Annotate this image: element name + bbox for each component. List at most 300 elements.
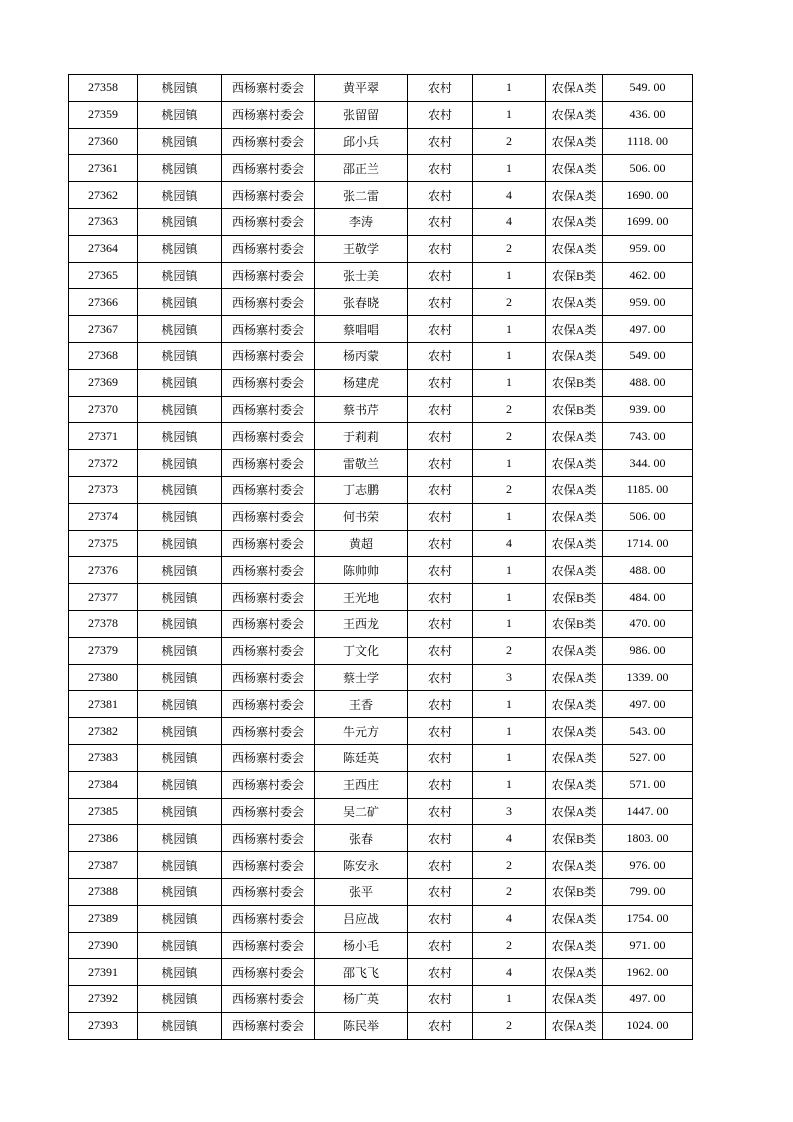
table-row	[69, 744, 693, 771]
table-row	[69, 342, 693, 369]
cell-count: 3	[473, 798, 546, 825]
cell-id: 27365	[69, 262, 138, 289]
table-row	[69, 825, 693, 852]
cell-id: 27369	[69, 369, 138, 396]
cell-name: 陈民举	[315, 1012, 408, 1039]
cell-amount: 1714. 00	[603, 530, 693, 557]
cell-village: 西杨寨村委会	[222, 932, 315, 959]
cell-category: 农村	[408, 262, 473, 289]
cell-id: 27367	[69, 316, 138, 343]
cell-name: 何书荣	[315, 503, 408, 530]
cell-town: 桃园镇	[138, 101, 222, 128]
cell-name: 张春	[315, 825, 408, 852]
cell-town: 桃园镇	[138, 852, 222, 879]
cell-type: 农保A类	[546, 852, 603, 879]
table-row	[69, 262, 693, 289]
cell-type: 农保A类	[546, 664, 603, 691]
cell-village: 西杨寨村委会	[222, 1012, 315, 1039]
cell-amount: 986. 00	[603, 637, 693, 664]
table-row	[69, 932, 693, 959]
cell-type: 农保A类	[546, 1012, 603, 1039]
cell-amount: 1185. 00	[603, 476, 693, 503]
cell-type: 农保A类	[546, 208, 603, 235]
table-row	[69, 128, 693, 155]
cell-id: 27375	[69, 530, 138, 557]
cell-amount: 1024. 00	[603, 1012, 693, 1039]
cell-village: 西杨寨村委会	[222, 396, 315, 423]
cell-amount: 344. 00	[603, 450, 693, 477]
cell-town: 桃园镇	[138, 235, 222, 262]
cell-town: 桃园镇	[138, 503, 222, 530]
cell-category: 农村	[408, 423, 473, 450]
cell-category: 农村	[408, 369, 473, 396]
cell-town: 桃园镇	[138, 316, 222, 343]
cell-amount: 959. 00	[603, 235, 693, 262]
cell-id: 27359	[69, 101, 138, 128]
cell-amount: 436. 00	[603, 101, 693, 128]
cell-village: 西杨寨村委会	[222, 691, 315, 718]
cell-category: 农村	[408, 450, 473, 477]
cell-name: 王敬学	[315, 235, 408, 262]
cell-amount: 497. 00	[603, 691, 693, 718]
cell-amount: 1754. 00	[603, 905, 693, 932]
cell-name: 张士美	[315, 262, 408, 289]
cell-count: 1	[473, 718, 546, 745]
cell-name: 蔡士学	[315, 664, 408, 691]
cell-count: 2	[473, 128, 546, 155]
cell-count: 2	[473, 396, 546, 423]
cell-id: 27393	[69, 1012, 138, 1039]
cell-count: 4	[473, 905, 546, 932]
cell-category: 农村	[408, 744, 473, 771]
cell-village: 西杨寨村委会	[222, 503, 315, 530]
table-row	[69, 610, 693, 637]
cell-type: 农保A类	[546, 503, 603, 530]
cell-type: 农保A类	[546, 450, 603, 477]
cell-town: 桃园镇	[138, 155, 222, 182]
table-row	[69, 986, 693, 1013]
cell-id: 27360	[69, 128, 138, 155]
cell-town: 桃园镇	[138, 584, 222, 611]
cell-type: 农保B类	[546, 610, 603, 637]
cell-category: 农村	[408, 878, 473, 905]
cell-category: 农村	[408, 771, 473, 798]
cell-name: 陈安永	[315, 852, 408, 879]
cell-category: 农村	[408, 932, 473, 959]
cell-count: 1	[473, 744, 546, 771]
cell-type: 农保B类	[546, 262, 603, 289]
cell-amount: 488. 00	[603, 557, 693, 584]
cell-name: 雷敬兰	[315, 450, 408, 477]
table-row	[69, 557, 693, 584]
cell-name: 丁文化	[315, 637, 408, 664]
cell-type: 农保A类	[546, 718, 603, 745]
cell-village: 西杨寨村委会	[222, 852, 315, 879]
cell-type: 农保A类	[546, 905, 603, 932]
cell-count: 2	[473, 289, 546, 316]
cell-category: 农村	[408, 852, 473, 879]
cell-id: 27382	[69, 718, 138, 745]
cell-id: 27391	[69, 959, 138, 986]
table-row	[69, 584, 693, 611]
cell-category: 农村	[408, 610, 473, 637]
cell-town: 桃园镇	[138, 664, 222, 691]
cell-count: 1	[473, 986, 546, 1013]
cell-amount: 543. 00	[603, 718, 693, 745]
cell-type: 农保A类	[546, 75, 603, 102]
cell-id: 27362	[69, 182, 138, 209]
cell-village: 西杨寨村委会	[222, 450, 315, 477]
table-row	[69, 450, 693, 477]
table-row	[69, 530, 693, 557]
table-row	[69, 664, 693, 691]
cell-count: 1	[473, 503, 546, 530]
cell-category: 农村	[408, 342, 473, 369]
cell-amount: 1690. 00	[603, 182, 693, 209]
cell-type: 农保A类	[546, 235, 603, 262]
cell-id: 27373	[69, 476, 138, 503]
cell-category: 农村	[408, 530, 473, 557]
cell-type: 农保A类	[546, 289, 603, 316]
cell-name: 牛元方	[315, 718, 408, 745]
cell-amount: 571. 00	[603, 771, 693, 798]
cell-id: 27376	[69, 557, 138, 584]
cell-count: 4	[473, 182, 546, 209]
cell-id: 27388	[69, 878, 138, 905]
cell-town: 桃园镇	[138, 396, 222, 423]
cell-id: 27378	[69, 610, 138, 637]
cell-name: 王西庄	[315, 771, 408, 798]
cell-name: 李涛	[315, 208, 408, 235]
cell-category: 农村	[408, 637, 473, 664]
cell-village: 西杨寨村委会	[222, 208, 315, 235]
table-row	[69, 691, 693, 718]
cell-town: 桃园镇	[138, 932, 222, 959]
cell-town: 桃园镇	[138, 825, 222, 852]
cell-name: 张春晓	[315, 289, 408, 316]
cell-name: 王香	[315, 691, 408, 718]
cell-name: 吕应战	[315, 905, 408, 932]
cell-town: 桃园镇	[138, 128, 222, 155]
cell-village: 西杨寨村委会	[222, 289, 315, 316]
cell-town: 桃园镇	[138, 1012, 222, 1039]
cell-count: 1	[473, 771, 546, 798]
table-row	[69, 396, 693, 423]
cell-id: 27372	[69, 450, 138, 477]
table-row	[69, 235, 693, 262]
cell-count: 1	[473, 450, 546, 477]
table-row	[69, 771, 693, 798]
table-row	[69, 503, 693, 530]
cell-type: 农保A类	[546, 932, 603, 959]
cell-category: 农村	[408, 101, 473, 128]
cell-amount: 497. 00	[603, 986, 693, 1013]
cell-category: 农村	[408, 986, 473, 1013]
cell-category: 农村	[408, 235, 473, 262]
cell-count: 3	[473, 664, 546, 691]
table-row	[69, 101, 693, 128]
cell-amount: 1699. 00	[603, 208, 693, 235]
cell-category: 农村	[408, 128, 473, 155]
cell-village: 西杨寨村委会	[222, 128, 315, 155]
cell-id: 27387	[69, 852, 138, 879]
cell-type: 农保A类	[546, 101, 603, 128]
cell-name: 张留留	[315, 101, 408, 128]
cell-count: 1	[473, 75, 546, 102]
cell-village: 西杨寨村委会	[222, 986, 315, 1013]
cell-name: 王西龙	[315, 610, 408, 637]
cell-town: 桃园镇	[138, 423, 222, 450]
cell-amount: 959. 00	[603, 289, 693, 316]
cell-id: 27371	[69, 423, 138, 450]
cell-village: 西杨寨村委会	[222, 75, 315, 102]
cell-type: 农保B类	[546, 584, 603, 611]
cell-id: 27377	[69, 584, 138, 611]
cell-id: 27381	[69, 691, 138, 718]
cell-type: 农保B类	[546, 369, 603, 396]
cell-amount: 497. 00	[603, 316, 693, 343]
cell-name: 陈廷英	[315, 744, 408, 771]
cell-count: 2	[473, 852, 546, 879]
cell-category: 农村	[408, 905, 473, 932]
cell-village: 西杨寨村委会	[222, 476, 315, 503]
cell-town: 桃园镇	[138, 289, 222, 316]
cell-type: 农保A类	[546, 771, 603, 798]
cell-amount: 506. 00	[603, 503, 693, 530]
cell-type: 农保A类	[546, 557, 603, 584]
cell-town: 桃园镇	[138, 75, 222, 102]
cell-name: 杨广英	[315, 986, 408, 1013]
cell-village: 西杨寨村委会	[222, 182, 315, 209]
cell-type: 农保A类	[546, 476, 603, 503]
cell-village: 西杨寨村委会	[222, 825, 315, 852]
cell-town: 桃园镇	[138, 691, 222, 718]
cell-category: 农村	[408, 208, 473, 235]
cell-type: 农保A类	[546, 637, 603, 664]
cell-category: 农村	[408, 75, 473, 102]
cell-name: 邱小兵	[315, 128, 408, 155]
cell-category: 农村	[408, 289, 473, 316]
cell-id: 27385	[69, 798, 138, 825]
cell-name: 张二雷	[315, 182, 408, 209]
cell-amount: 799. 00	[603, 878, 693, 905]
cell-village: 西杨寨村委会	[222, 905, 315, 932]
cell-town: 桃园镇	[138, 986, 222, 1013]
table-row	[69, 182, 693, 209]
table-row	[69, 852, 693, 879]
cell-name: 杨建虎	[315, 369, 408, 396]
cell-name: 吴二矿	[315, 798, 408, 825]
cell-amount: 976. 00	[603, 852, 693, 879]
table-row	[69, 369, 693, 396]
cell-amount: 506. 00	[603, 155, 693, 182]
table-row	[69, 316, 693, 343]
cell-name: 王光地	[315, 584, 408, 611]
cell-amount: 470. 00	[603, 610, 693, 637]
table-row	[69, 878, 693, 905]
table-row	[69, 423, 693, 450]
cell-town: 桃园镇	[138, 476, 222, 503]
cell-count: 2	[473, 878, 546, 905]
cell-amount: 462. 00	[603, 262, 693, 289]
cell-category: 农村	[408, 155, 473, 182]
cell-category: 农村	[408, 584, 473, 611]
cell-village: 西杨寨村委会	[222, 637, 315, 664]
cell-amount: 1803. 00	[603, 825, 693, 852]
cell-count: 1	[473, 557, 546, 584]
table-row	[69, 75, 693, 102]
cell-count: 4	[473, 959, 546, 986]
cell-name: 邵飞飞	[315, 959, 408, 986]
cell-name: 于莉莉	[315, 423, 408, 450]
cell-category: 农村	[408, 503, 473, 530]
cell-town: 桃园镇	[138, 771, 222, 798]
cell-count: 4	[473, 208, 546, 235]
cell-village: 西杨寨村委会	[222, 664, 315, 691]
cell-id: 27366	[69, 289, 138, 316]
cell-count: 1	[473, 316, 546, 343]
data-table	[68, 74, 693, 1040]
cell-count: 4	[473, 825, 546, 852]
cell-village: 西杨寨村委会	[222, 610, 315, 637]
cell-amount: 527. 00	[603, 744, 693, 771]
cell-category: 农村	[408, 476, 473, 503]
cell-town: 桃园镇	[138, 262, 222, 289]
cell-id: 27364	[69, 235, 138, 262]
cell-category: 农村	[408, 1012, 473, 1039]
table-row	[69, 718, 693, 745]
cell-count: 2	[473, 1012, 546, 1039]
cell-village: 西杨寨村委会	[222, 557, 315, 584]
cell-id: 27384	[69, 771, 138, 798]
cell-amount: 743. 00	[603, 423, 693, 450]
cell-category: 农村	[408, 396, 473, 423]
cell-village: 西杨寨村委会	[222, 798, 315, 825]
cell-id: 27361	[69, 155, 138, 182]
cell-type: 农保A类	[546, 530, 603, 557]
cell-town: 桃园镇	[138, 798, 222, 825]
table-row	[69, 905, 693, 932]
cell-amount: 1339. 00	[603, 664, 693, 691]
table-row	[69, 476, 693, 503]
cell-town: 桃园镇	[138, 450, 222, 477]
cell-amount: 484. 00	[603, 584, 693, 611]
cell-name: 蔡书芹	[315, 396, 408, 423]
cell-town: 桃园镇	[138, 610, 222, 637]
table-row	[69, 1012, 693, 1039]
cell-category: 农村	[408, 825, 473, 852]
cell-category: 农村	[408, 182, 473, 209]
cell-name: 蔡唱唱	[315, 316, 408, 343]
cell-count: 4	[473, 530, 546, 557]
cell-id: 27358	[69, 75, 138, 102]
cell-village: 西杨寨村委会	[222, 262, 315, 289]
cell-town: 桃园镇	[138, 744, 222, 771]
cell-village: 西杨寨村委会	[222, 878, 315, 905]
cell-village: 西杨寨村委会	[222, 316, 315, 343]
cell-village: 西杨寨村委会	[222, 235, 315, 262]
cell-count: 2	[473, 932, 546, 959]
cell-count: 1	[473, 610, 546, 637]
cell-category: 农村	[408, 959, 473, 986]
cell-village: 西杨寨村委会	[222, 423, 315, 450]
cell-category: 农村	[408, 798, 473, 825]
cell-count: 1	[473, 155, 546, 182]
cell-count: 2	[473, 423, 546, 450]
cell-amount: 549. 00	[603, 75, 693, 102]
cell-type: 农保A类	[546, 691, 603, 718]
cell-village: 西杨寨村委会	[222, 584, 315, 611]
cell-type: 农保A类	[546, 744, 603, 771]
cell-type: 农保A类	[546, 423, 603, 450]
cell-name: 黄超	[315, 530, 408, 557]
cell-id: 27383	[69, 744, 138, 771]
table-row	[69, 798, 693, 825]
cell-type: 农保A类	[546, 959, 603, 986]
cell-id: 27389	[69, 905, 138, 932]
cell-name: 黄平翠	[315, 75, 408, 102]
cell-id: 27386	[69, 825, 138, 852]
cell-type: 农保A类	[546, 342, 603, 369]
cell-count: 1	[473, 691, 546, 718]
cell-count: 1	[473, 342, 546, 369]
table-body	[69, 75, 693, 1040]
cell-name: 丁志鹏	[315, 476, 408, 503]
cell-type: 农保B类	[546, 878, 603, 905]
cell-type: 农保A类	[546, 316, 603, 343]
cell-town: 桃园镇	[138, 182, 222, 209]
cell-type: 农保B类	[546, 396, 603, 423]
cell-count: 1	[473, 369, 546, 396]
cell-town: 桃园镇	[138, 208, 222, 235]
cell-name: 张平	[315, 878, 408, 905]
cell-village: 西杨寨村委会	[222, 101, 315, 128]
cell-count: 1	[473, 584, 546, 611]
cell-category: 农村	[408, 557, 473, 584]
table-row	[69, 637, 693, 664]
cell-name: 邵正兰	[315, 155, 408, 182]
table-row	[69, 289, 693, 316]
cell-id: 27363	[69, 208, 138, 235]
table-row	[69, 959, 693, 986]
cell-amount: 939. 00	[603, 396, 693, 423]
cell-count: 2	[473, 637, 546, 664]
cell-type: 农保A类	[546, 182, 603, 209]
cell-village: 西杨寨村委会	[222, 342, 315, 369]
cell-village: 西杨寨村委会	[222, 771, 315, 798]
cell-type: 农保A类	[546, 986, 603, 1013]
cell-count: 1	[473, 262, 546, 289]
cell-town: 桃园镇	[138, 342, 222, 369]
cell-amount: 1118. 00	[603, 128, 693, 155]
cell-category: 农村	[408, 691, 473, 718]
table-row	[69, 208, 693, 235]
cell-count: 1	[473, 101, 546, 128]
cell-amount: 1447. 00	[603, 798, 693, 825]
cell-town: 桃园镇	[138, 637, 222, 664]
cell-amount: 1962. 00	[603, 959, 693, 986]
cell-category: 农村	[408, 664, 473, 691]
cell-count: 2	[473, 235, 546, 262]
cell-town: 桃园镇	[138, 557, 222, 584]
cell-town: 桃园镇	[138, 878, 222, 905]
cell-village: 西杨寨村委会	[222, 718, 315, 745]
cell-id: 27374	[69, 503, 138, 530]
cell-village: 西杨寨村委会	[222, 530, 315, 557]
cell-name: 陈帅帅	[315, 557, 408, 584]
cell-village: 西杨寨村委会	[222, 959, 315, 986]
cell-name: 杨丙蒙	[315, 342, 408, 369]
